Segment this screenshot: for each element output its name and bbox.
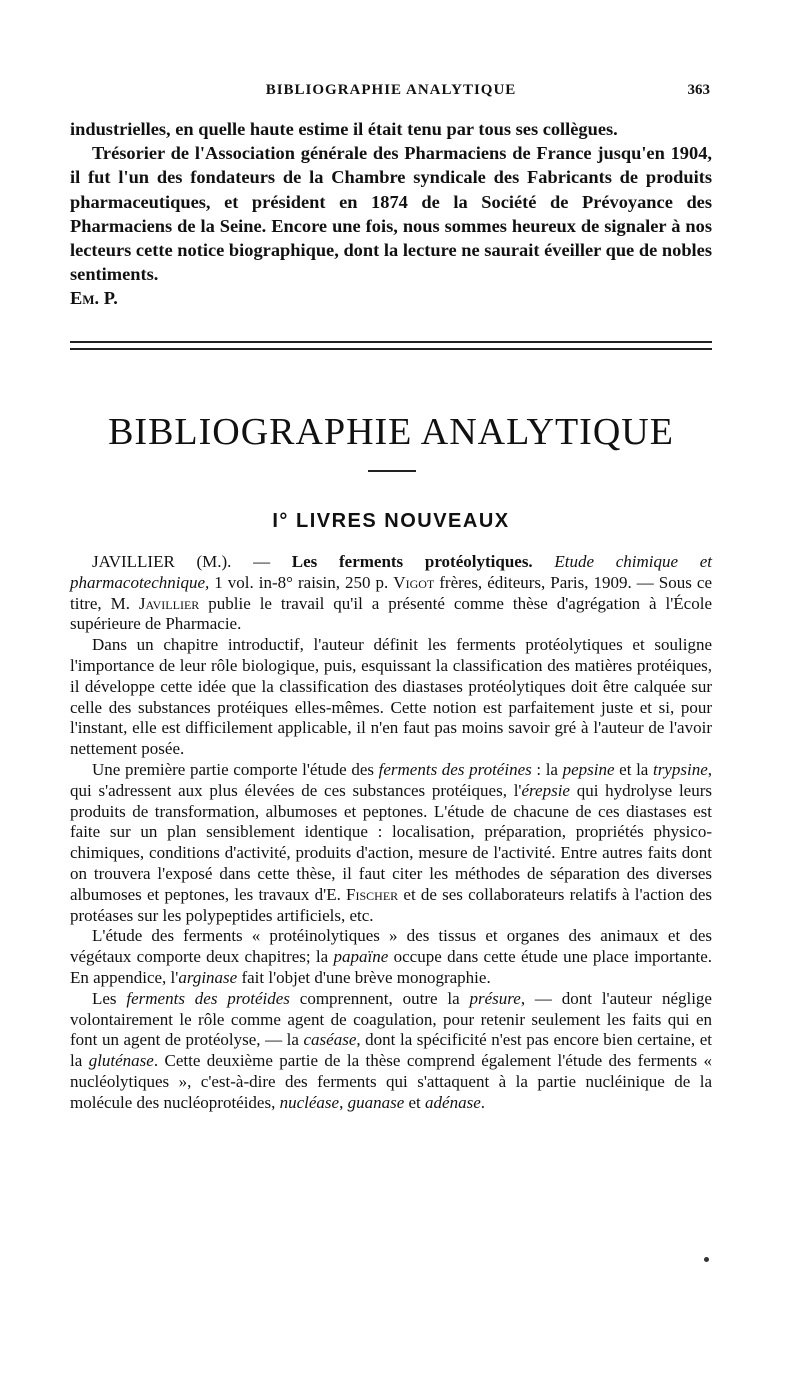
text-span: — — [231, 552, 292, 571]
italic-term: papaïne — [333, 947, 389, 967]
italic-term: caséase — [303, 1030, 357, 1050]
text-span: . — [480, 1092, 486, 1112]
review-book-subtitle: Etude chimique et pharmacotechnique, — [70, 552, 712, 592]
text-span: et de ses collaborateurs relatifs à l'action des protéases sur les polypeptides artificiels, etc. — [70, 884, 712, 925]
page-number: 363 — [687, 82, 710, 98]
review-book-title: Les ferments protéolytiques. — [291, 552, 533, 571]
publisher-name: Vigot — [393, 572, 435, 592]
italic-term: présure — [469, 988, 521, 1008]
italic-term: nucléase — [279, 1092, 340, 1112]
review-author: JAVILLIER (M.). — [92, 552, 232, 571]
paragraph — [70, 760, 712, 926]
text-span: comprennent, outre la — [289, 988, 470, 1008]
text-span: , — dont l'auteur néglige volontairement le rôle comme agent de coagulation, pour retenir seulement les faits qui en font un agent de protéolyse, — la — [70, 988, 712, 1050]
ink-speck — [704, 1257, 709, 1262]
italic-term: gluténase — [88, 1051, 154, 1071]
paragraph: Trésorier de l'Association générale des Pharmaciens de France jusqu'en 1904, il fut l'un des fondateurs de la Chambre syndicale des Fabricants de produits pharmaceutiques, et président en 1874 de la Société de Prévoyance des Pharmaciens de la Seine. Encore une fois, nous sommes heureux de signaler à nos lecteurs cette notice biographique, dont la lecture ne saurait éveiller que de nobles sentiments. — [70, 143, 712, 285]
italic-term: trypsine — [652, 759, 708, 779]
text-span: . Cette deuxième partie de la thèse comprend également l'étude des ferments « nucléolytiques », c'est-à-dire des ferments qui s'attaquent à la partie nucléinique de la molécule des nucléoprotéides, — [70, 1051, 712, 1112]
italic-term: adénase — [425, 1092, 481, 1112]
paragraph — [70, 926, 712, 988]
italic-term: guanase — [347, 1092, 405, 1112]
text-span: frères, éditeurs, Paris, 1909. — Sous ce titre, M. — [70, 572, 712, 613]
text-span: : la — [531, 759, 563, 779]
running-header — [70, 82, 712, 102]
author-name: Fischer — [346, 884, 399, 904]
text-span: occupe dans cette étude une place importante. En appendice, l' — [70, 947, 712, 987]
text-span: et la — [614, 759, 653, 779]
running-title: BIBLIOGRAPHIE ANALYTIQUE — [265, 82, 517, 98]
text-span: qui hydrolyse leurs produits de transformation, albumoses et peptones. L'étude de chacune de ces diastases est faite sur un plan sensiblement identique : localisation, préparation, propriétés physico-chimiques, conditions d'activité, produits d'action, mesure de l'activité. Entre autres faits dont on trouvera l'exposé dans cette thèse, il faut citer les méthodes de séparation des diverses albumoses et peptones, les travaux d'E. — [70, 780, 712, 904]
paragraph — [70, 989, 712, 1114]
text-span: , dont la spécificité n'est pas encore bien certaine, et la — [70, 1030, 712, 1071]
author-name: Javillier — [138, 593, 200, 613]
text-span: , — [339, 1092, 348, 1112]
double-rule-divider — [70, 341, 712, 350]
text-span: et — [404, 1092, 426, 1112]
section-title: BIBLIOGRAPHIE ANALYTIQUE — [108, 411, 674, 453]
text-span: Une première partie comporte l'étude des — [92, 759, 379, 779]
text-span: Les — [92, 988, 127, 1008]
review-citation — [70, 552, 712, 635]
text-span: fait l'objet d'une brève monographie. — [237, 967, 491, 987]
italic-term: arginase — [178, 967, 238, 987]
text-span: , qui s'adressent aux plus élevées de ces substances protéiques, l' — [70, 759, 712, 800]
title-rule — [368, 470, 416, 472]
previous-article-end — [70, 117, 712, 311]
text-span: L'étude des ferments « protéinolytiques » des tissus et organes des animaux et des végétaux comporte deux chapitres; la — [70, 926, 712, 967]
paragraph: industrielles, en quelle haute estime il était tenu par tous ses collègues. — [70, 119, 618, 139]
text-span: 1 vol. in-8° raisin, 250 p. — [209, 572, 394, 592]
paragraph: Dans un chapitre introductif, l'auteur définit les ferments protéolytiques et souligne l'importance de leur rôle biologique, puis, esquissant la classification des matières protéiques, il développe cette idée que la classification des diastases protéolytiques doit être calquée sur celle des substances protéiques elles-mêmes. Cette notion est parfaitement juste et si, pour l'instant, elle est difficilement applicable, il n'en faut pas moins savoir gré à l'auteur de l'avoir nettement posée. — [70, 635, 712, 759]
italic-term: érepsie — [521, 780, 570, 800]
section-subtitle: I° LIVRES NOUVEAUX — [272, 510, 510, 532]
text-span: publie le travail qu'il a présenté comme thèse d'agrégation à l'École supérieure de Pharmacie. — [70, 593, 712, 634]
signature: Em. P. — [70, 288, 118, 309]
italic-term: pepsine — [562, 759, 615, 779]
italic-term: ferments des protéines — [378, 759, 532, 779]
book-review — [70, 552, 712, 1114]
italic-term: ferments des protéides — [126, 988, 290, 1008]
